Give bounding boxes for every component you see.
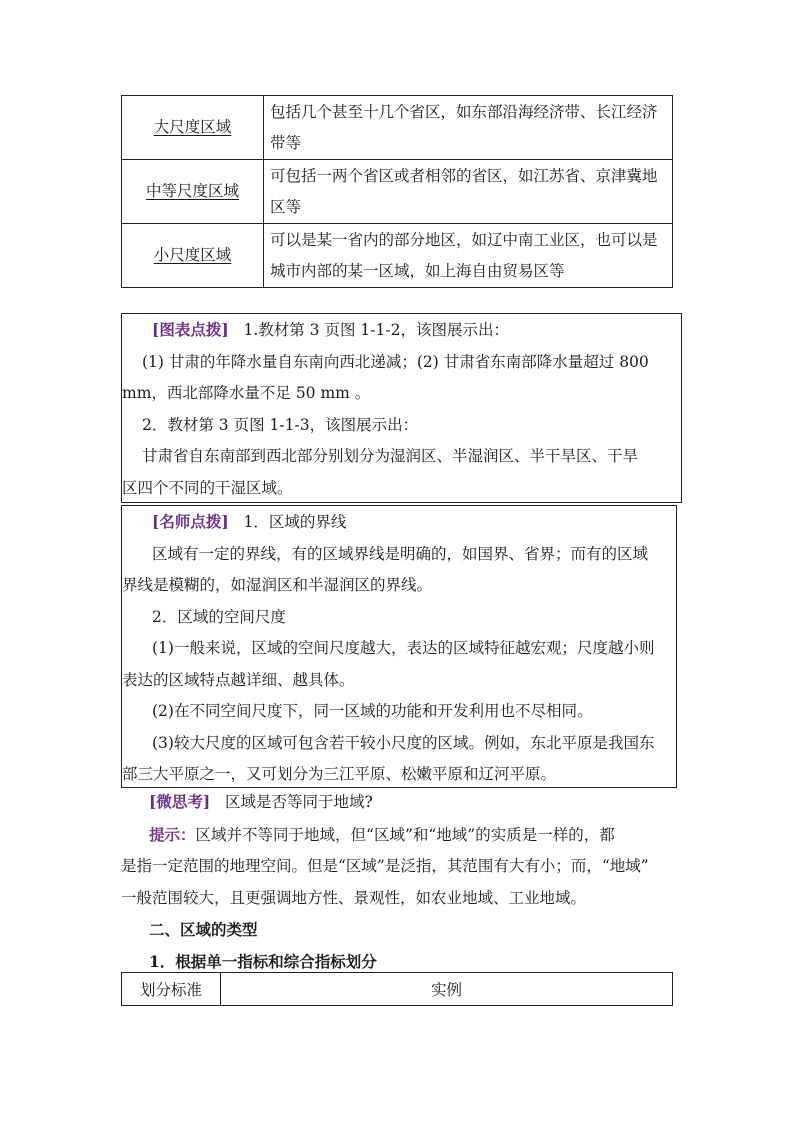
chart-tip-box — [121, 313, 682, 503]
chart-tip-line: [图表点拨] 1.教材第 3 页图 1-1-2，该图展示出： — [152, 320, 509, 339]
teacher-tip-line: (2)在不同空间尺度下，同一区域的功能和开发利用也不尽相同。 — [152, 702, 593, 720]
table-row — [122, 160, 673, 224]
teacher-tip-line: (1)一般来说，区域的空间尺度越大，表达的区域特征越宏观；尺度越小则 — [152, 639, 655, 657]
scale-desc: 可以是某一省内的部分地区，如辽中南工业区，也可以是 城市内部的某一区域，如上海自由贸易区等 — [264, 224, 673, 288]
region-scale-table — [121, 95, 673, 288]
chart-tip-line: 甘肃省自东南部到西北部分别划分为湿润区、半湿润区、半干旱区、干旱 — [142, 447, 639, 465]
teacher-tip-line: 界线是模糊的，如湿润区和半湿润区的界线。 — [122, 576, 433, 594]
teacher-tip-heading: 2．区域的空间尺度 — [152, 607, 286, 626]
table-row — [122, 96, 673, 160]
scale-desc: 可包括一两个省区或者相邻的省区，如江苏省、京津冀地 区等 — [264, 160, 673, 224]
chart-tip-tag: [图表点拨] — [152, 320, 229, 339]
think-tag: [微思考] — [149, 792, 211, 811]
teacher-tip-box — [121, 505, 677, 788]
teacher-tip-line: 区域有一定的界线，有的区域界线是明确的，如国界、省界；而有的区域 — [152, 544, 649, 563]
chart-tip-line: 区四个不同的干湿区域。 — [122, 478, 293, 497]
teacher-tip-tag: [名师点拨] — [152, 512, 229, 531]
chart-tip-line: 2．教材第 3 页图 1-1-3，该图展示出： — [142, 415, 419, 434]
scale-name: 小尺度区域 — [122, 224, 264, 288]
col-header-example: 实例 — [221, 973, 673, 1006]
teacher-tip-line: (3)较大尺度的区域可包含若干较小尺度的区域。例如，东北平原是我国东 — [152, 733, 655, 752]
scale-name: 大尺度区域 — [122, 96, 264, 160]
section-subtitle: 1．根据单一指标和综合指标划分 — [149, 951, 377, 971]
scale-desc: 包括几个甚至十几个省区，如东部沿海经济带、长江经济 带等 — [264, 96, 673, 160]
teacher-tip-heading: [名师点拨] 1．区域的界线 — [152, 512, 347, 531]
hint-label: 提示： — [149, 824, 196, 844]
section-title: 二、区域的类型 — [149, 920, 258, 939]
think-section — [121, 786, 677, 977]
think-answer: 是指一定范围的地理空间。但是“区域”是泛指，其范围有大有小；而，“地域” — [121, 857, 649, 875]
table-header-row — [122, 973, 673, 1006]
scale-name: 中等尺度区域 — [122, 160, 264, 224]
table-row — [122, 224, 673, 288]
think-answer: 一般范围较大，且更强调地方性、景观性，如农业地域、工业地域。 — [121, 888, 587, 907]
teacher-tip-line: 表达的区域特点越详细、越具体。 — [122, 670, 355, 689]
classification-table — [121, 972, 673, 1006]
teacher-tip-line: 部三大平原之一，又可划分为三江平原、松嫩平原和辽河平原。 — [122, 765, 557, 783]
think-answer: 提示：区域并不等同于地域，但“区域”和“地域”的实质是一样的，都 — [149, 824, 615, 844]
chart-tip-line: mm，西北部降水量不足 50 mm 。 — [122, 384, 371, 402]
think-question: [微思考] 区域是否等同于地域? — [149, 792, 373, 811]
col-header-standard: 划分标准 — [122, 973, 221, 1006]
chart-tip-line: (1) 甘肃的年降水量自东南向西北递减；(2) 甘肃省东南部降水量超过 800 — [142, 352, 649, 371]
